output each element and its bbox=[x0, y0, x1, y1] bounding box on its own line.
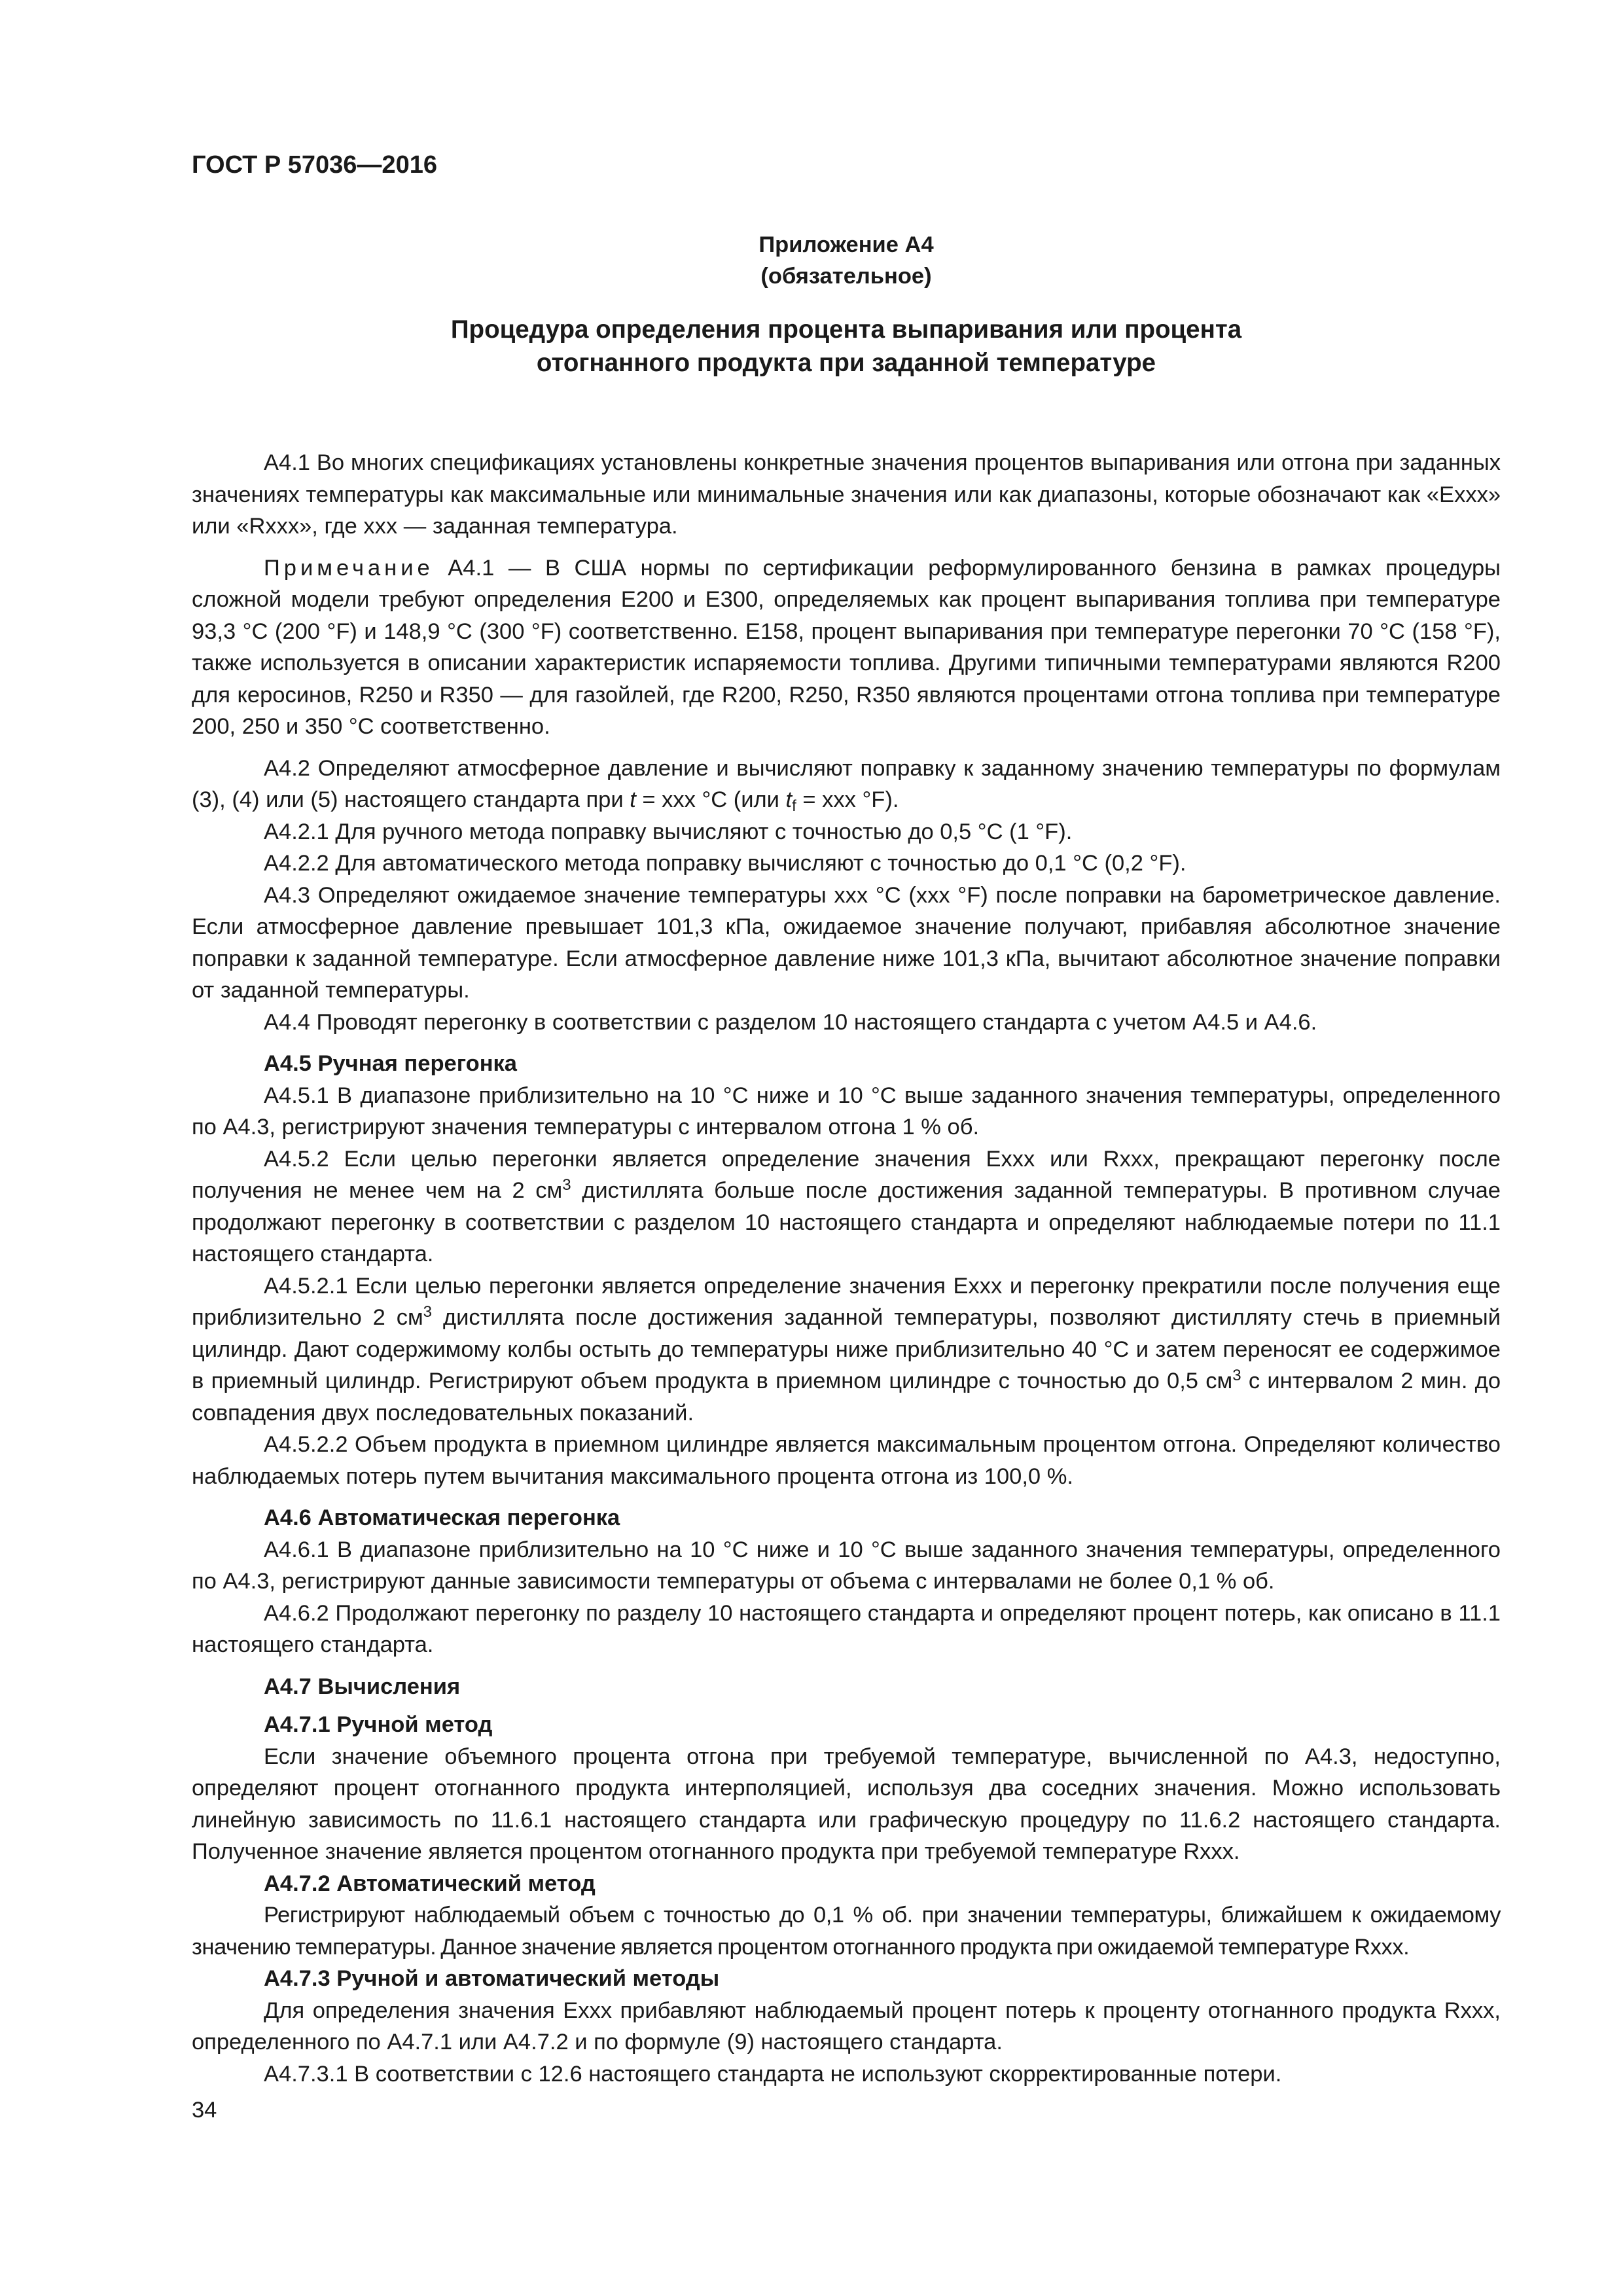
paragraph-a4-2 bbox=[192, 753, 1501, 816]
paragraph-a4-4: А4.4 Проводят перегонку в соответствии с разделом 10 настоящего стандарта с учетом А4.5 и А4.6. bbox=[264, 1009, 1317, 1035]
paragraph-a4-7-3: Для определения значения Exxx прибавляют наблюдаемый процент потерь к проценту отогнанного продукта Rxxx, определенного по А4.7.1 или А4.7.2 и по формуле (9) настоящего стандарта. bbox=[192, 1998, 1501, 2054]
variable-t: t bbox=[630, 787, 636, 812]
document-body bbox=[192, 447, 1501, 2090]
annex-heading bbox=[192, 229, 1501, 292]
cm3-superscript: 3 bbox=[423, 1303, 433, 1321]
paragraph-a4-5-2-2: А4.5.2.2 Объем продукта в приемном цилиндре является максимальным процентом отгона. Определяют количество наблюдаемых потерь путем вычитания максимального процента отгона из 100,0 %. bbox=[192, 1432, 1501, 1489]
paragraph-a4-5-2-1-text-b: дистиллята после достижения заданной температуры, позволяют дистилляту стечь в приемный цилиндр. Дают содержимому колбы остыть до температуры ниже приблизительно 40 °С и затем переносят ее содержимое в приемный цилиндр. Регистрируют объем продукта в приемном цилиндре с точностью до 0,5 см bbox=[192, 1305, 1501, 1393]
paragraph-a4-2-text: А4.2 Определяют атмосферное давление и вычисляют поправку к заданному значению температуры по формулам (3), (4) или (5) настоящего стандарта при bbox=[192, 755, 1501, 812]
heading-a4-7-2: А4.7.2 Автоматический метод bbox=[264, 1871, 596, 1896]
paragraph-a4-5-1: А4.5.1 В диапазоне приблизительно на 10 °С ниже и 10 °С выше заданного значения температуры, определенного по А4.3, регистрируют значения температуры с интервалом отгона 1 % об. bbox=[192, 1083, 1501, 1139]
cm3-superscript: 3 bbox=[1232, 1367, 1241, 1384]
paragraph-a4-5-2-1-text-c: с интервалом 2 мин. до совпадения двух последовательных показаний. bbox=[192, 1369, 1501, 1426]
annex-title-line-2: отогнанного продукта при заданной температуре bbox=[536, 349, 1156, 377]
paragraph-a4-2-2: А4.2.2 Для автоматического метода поправку вычисляют с точностью до 0,1 °С (0,2 °F). bbox=[264, 851, 1186, 876]
paragraph-a4-2-mid: = ххх °С (или bbox=[642, 787, 779, 812]
paragraph-a4-5-2-1 bbox=[192, 1270, 1501, 1429]
variable-tf-subscript: f bbox=[792, 797, 796, 815]
paragraph-a4-2-1: А4.2.1 Для ручного метода поправку вычисляют с точностью до 0,5 °С (1 °F). bbox=[264, 819, 1073, 844]
note-a4-1 bbox=[192, 552, 1501, 743]
note-label: Примечание bbox=[264, 555, 434, 581]
annex-label: Приложение А4 bbox=[758, 232, 934, 257]
standard-designation: ГОСТ Р 57036—2016 bbox=[192, 151, 437, 179]
page-number: 34 bbox=[192, 2098, 217, 2123]
heading-a4-5: А4.5 Ручная перегонка bbox=[264, 1051, 517, 1076]
paragraph-a4-7-3-1: А4.7.3.1 В соответствии с 12.6 настоящего стандарта не используют скорректированные потери. bbox=[264, 2061, 1282, 2087]
annex-status: (обязательное) bbox=[760, 264, 932, 289]
heading-a4-7: А4.7 Вычисления bbox=[264, 1674, 461, 1699]
heading-a4-6: А4.6 Автоматическая перегонка bbox=[264, 1505, 620, 1530]
paragraph-a4-7-2: Регистрируют наблюдаемый объем с точностью до 0,1 % об. при значении температуры, ближайшем к ожидаемому значению температуры. Данное значение является процентом отогнанного продукта при ожидаемой температуре Rxxx. bbox=[192, 1903, 1501, 1960]
annex-title bbox=[192, 313, 1501, 380]
paragraph-a4-7-1: Если значение объемного процента отгона при требуемой температуре, вычисленной по А4.3, недоступно, определяют процент отогнанного продукта интерполяцией, используя два соседних значения. Можно использовать линейную зависимость по 11.6.1 настоящего стандарта или графическую процедуру по 11.6.2 настоящего стандарта. Полученное значение является процентом отогнанного продукта при требуемой температуре Rxxx. bbox=[192, 1744, 1501, 1864]
paragraph-a4-5-2 bbox=[192, 1143, 1501, 1270]
paragraph-a4-5-2-text-b: дистиллята больше после достижения заданной температуры. В противном случае продолжают перегонку в соответствии с разделом 10 настоящего стандарта и определяют наблюдаемые потери по 11.1 настоящего стандарта. bbox=[192, 1178, 1501, 1266]
paragraph-a4-6-1: А4.6.1 В диапазоне приблизительно на 10 °С ниже и 10 °С выше заданного значения температуры, определенного по А4.3, регистрируют данные зависимости температуры от объема с интервалами не более 0,1 % об. bbox=[192, 1537, 1501, 1594]
cm3-superscript: 3 bbox=[562, 1176, 571, 1194]
paragraph-a4-6-2: А4.6.2 Продолжают перегонку по разделу 10 настоящего стандарта и определяют процент потерь, как описано в 11.1 настоящего стандарта. bbox=[192, 1600, 1501, 1657]
heading-a4-7-3: А4.7.3 Ручной и автоматический методы bbox=[264, 1966, 720, 1991]
variable-tf: t bbox=[785, 787, 793, 812]
paragraph-a4-3: А4.3 Определяют ожидаемое значение температуры ххх °С (ххх °F) после поправки на барометрическое давление. Если атмосферное давление превышает 101,3 кПа, ожидаемое значение получают, прибавляя абсолютное значение поправки к заданной температуре. Если атмосферное давление ниже 101,3 кПа, вычитают абсолютное значение поправки от заданной температуры. bbox=[192, 882, 1501, 1003]
paragraph-a4-5-2-text-a: А4.5.2 Если целью перегонки является определение значения Exxx или Rxxx, прекращают перегонку после получения не менее чем на 2 см bbox=[192, 1146, 1501, 1203]
paragraph-a4-5-2-1-text-a: А4.5.2.1 Если целью перегонки является определение значения Exxx и перегонку прекратили после получения еще приблизительно 2 см bbox=[192, 1273, 1501, 1330]
heading-a4-7-1: А4.7.1 Ручной метод bbox=[264, 1712, 493, 1737]
paragraph-a4-1: А4.1 Во многих спецификациях установлены конкретные значения процентов выпаривания или отгона при заданных значениях температуры как максимальные или минимальные значения или как диапазоны, которые обозначают как «Exxx» или «Rxxx», где ххх — заданная температура. bbox=[192, 450, 1501, 539]
paragraph-a4-2-end: = ххх °F). bbox=[802, 787, 899, 812]
annex-title-line-1: Процедура определения процента выпаривания или процента bbox=[450, 315, 1242, 344]
note-text: А4.1 — В США нормы по сертификации реформулированного бензина в рамках процедуры сложной модели требуют определения Е200 и Е300, определяемых как процент выпаривания топлива при температуре 93,3 °С (200 °F) и 148,9 °С (300 °F) соответственно. Е158, процент выпаривания при температуре перегонки 70 °С (158 °F), также используется в описании характеристик испаряемости топлива. Другими типичными температурами являются R200 для керосинов, R250 и R350 — для газойлей, где R200, R250, R350 являются процентами отгона топлива при температуре 200, 250 и 350 °С соответственно. bbox=[192, 555, 1501, 739]
